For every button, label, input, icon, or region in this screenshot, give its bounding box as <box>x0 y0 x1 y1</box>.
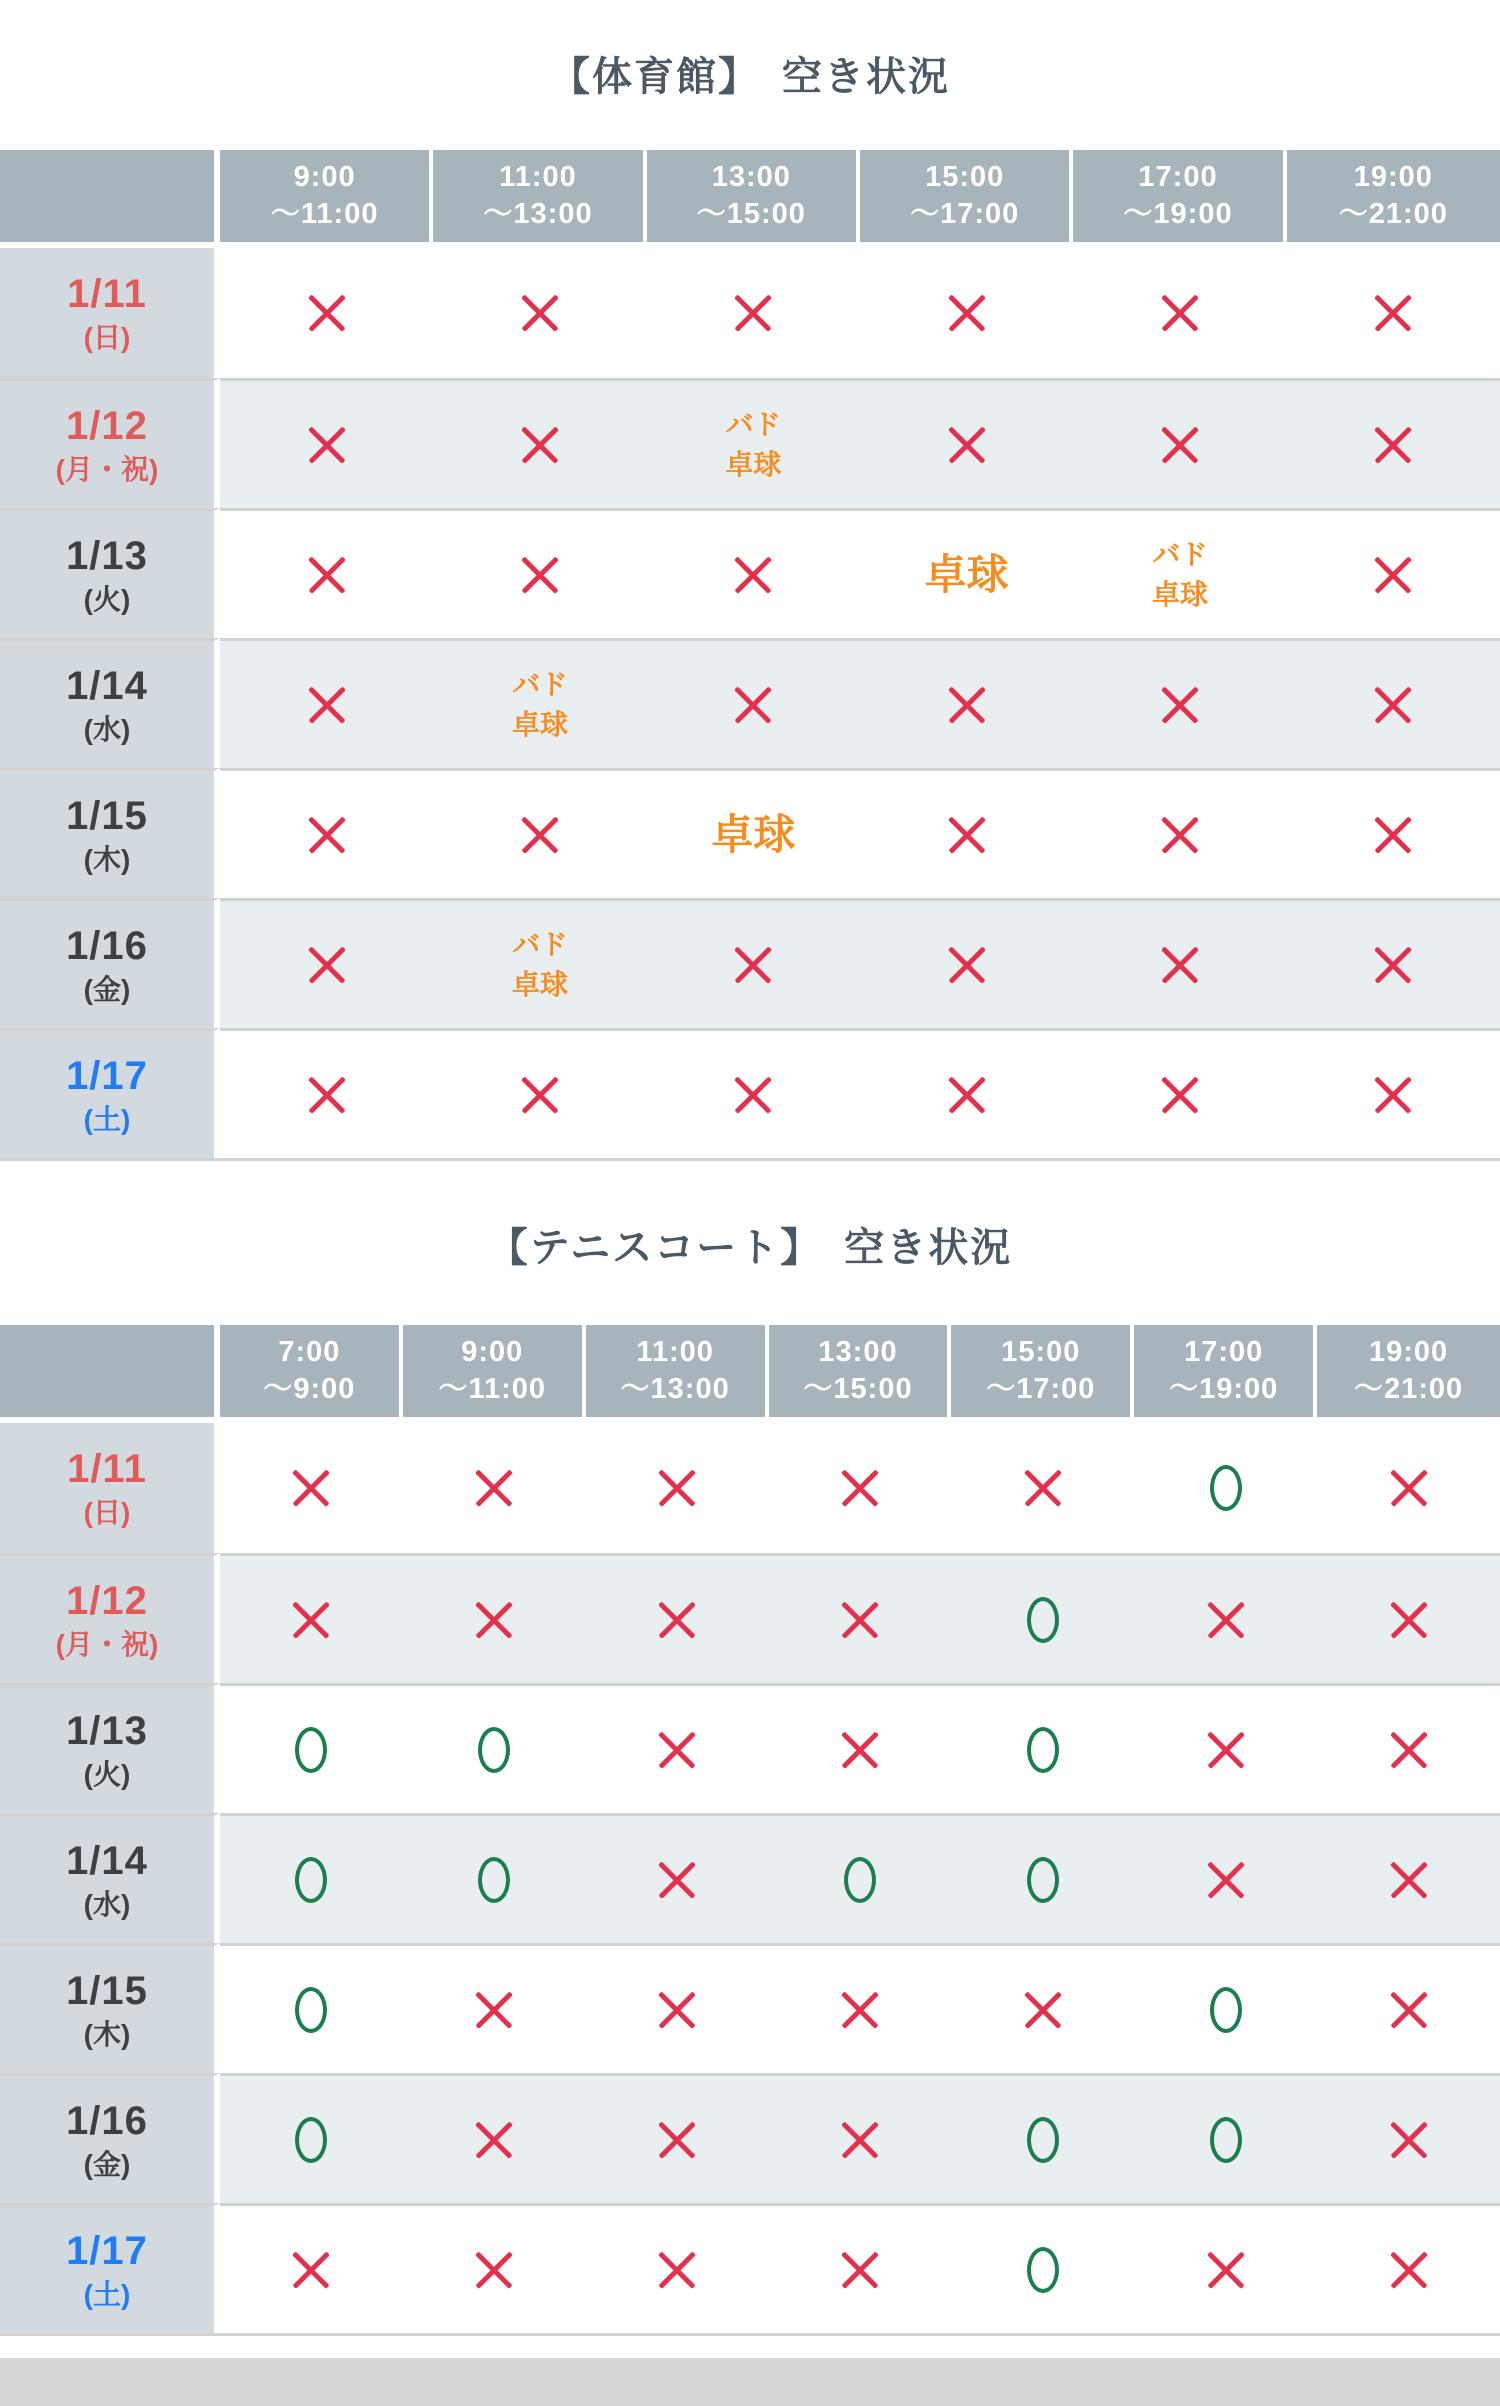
availability-cell <box>220 2203 403 2333</box>
event-label-line: 卓球 <box>711 810 796 858</box>
date-label: 1/12 <box>66 1578 148 1623</box>
unavailable-x-icon <box>309 947 345 983</box>
gym-time-header-cell <box>433 150 646 248</box>
unavailable-x-icon <box>293 2252 329 2288</box>
availability-cell <box>1073 1028 1286 1158</box>
unavailable-x-icon <box>842 1602 878 1638</box>
time-slot-end: ～9:00 <box>263 1373 356 1405</box>
unavailable-x-icon <box>293 1470 329 1506</box>
unavailable-x-icon <box>842 2252 878 2288</box>
date-label: 1/16 <box>66 923 148 968</box>
gym-table-title: 【体育館】 空き状況 <box>550 55 950 99</box>
availability-cell <box>1287 1028 1500 1158</box>
time-slot-start: 15:00 <box>1001 1336 1081 1368</box>
weekday-label: (月・祝) <box>55 453 159 485</box>
availability-cell <box>220 768 433 898</box>
unavailable-x-icon <box>1375 427 1411 463</box>
availability-cell <box>403 2073 586 2203</box>
time-slot-start: 13:00 <box>818 1336 898 1368</box>
unavailable-x-icon <box>659 2122 695 2158</box>
availability-cell <box>220 1423 403 1553</box>
availability-cell <box>1073 508 1286 638</box>
unavailable-x-icon <box>293 1602 329 1638</box>
unavailable-x-icon <box>1391 1732 1427 1768</box>
availability-cell <box>769 1813 952 1943</box>
date-row-label <box>0 2073 220 2203</box>
unavailable-x-icon <box>1391 2252 1427 2288</box>
unavailable-x-icon <box>1391 1992 1427 2028</box>
unavailable-x-icon <box>735 1077 771 1113</box>
time-slot-start: 9:00 <box>293 161 356 193</box>
date-label: 1/11 <box>67 272 147 316</box>
availability-cell <box>1317 2073 1500 2203</box>
time-slot-end: ～11:00 <box>438 1373 547 1405</box>
unavailable-x-icon <box>309 687 345 723</box>
available-circle-icon <box>295 1727 327 1773</box>
gym-availability-table <box>0 150 1500 1158</box>
event-label-line: バド <box>725 408 782 440</box>
time-slot-start: 19:00 <box>1368 1336 1449 1368</box>
gym-time-header-cell <box>860 150 1073 248</box>
weekday-label: (金) <box>83 973 131 1005</box>
availability-cell <box>403 1943 586 2073</box>
time-slot-end: ～11:00 <box>270 198 379 230</box>
availability-cell <box>1134 1553 1317 1683</box>
event-label <box>512 665 568 745</box>
time-slot-start: 7:00 <box>278 1336 341 1368</box>
event-label <box>512 925 568 1005</box>
availability-cell <box>951 2073 1134 2203</box>
tennis-time-header-cell <box>220 1325 403 1423</box>
availability-cell <box>586 1423 769 1553</box>
unavailable-x-icon <box>659 1470 695 1506</box>
unavailable-x-icon <box>1391 1470 1427 1506</box>
availability-cell <box>860 768 1073 898</box>
unavailable-x-icon <box>1208 1862 1244 1898</box>
availability-cell <box>1134 1423 1317 1553</box>
weekday-label: (月・祝) <box>55 1628 159 1660</box>
availability-cell <box>220 1028 433 1158</box>
unavailable-x-icon <box>949 947 985 983</box>
unavailable-x-icon <box>949 1077 985 1113</box>
tennis-time-header-cell <box>951 1325 1134 1423</box>
date-row-label <box>0 768 220 898</box>
tennis-availability-section <box>0 1161 1500 2336</box>
unavailable-x-icon <box>1375 1077 1411 1113</box>
date-row-label <box>0 508 220 638</box>
unavailable-x-icon <box>659 2252 695 2288</box>
unavailable-x-icon <box>476 1470 512 1506</box>
gym-time-header-cell <box>647 150 860 248</box>
time-slot-end: ～21:00 <box>1353 1373 1464 1405</box>
availability-cell <box>647 508 860 638</box>
unavailable-x-icon <box>842 1470 878 1506</box>
gym-time-header-cell <box>1073 150 1286 248</box>
availability-cell <box>220 1943 403 2073</box>
date-row-label <box>0 1423 220 1553</box>
event-label-line: バド <box>512 928 568 960</box>
unavailable-x-icon <box>522 557 558 593</box>
availability-cell <box>860 248 1073 378</box>
unavailable-x-icon <box>1391 1862 1427 1898</box>
time-slot-end: ～13:00 <box>620 1373 730 1405</box>
unavailable-x-icon <box>1162 295 1198 331</box>
availability-cell <box>403 1553 586 1683</box>
availability-cell <box>769 1423 952 1553</box>
availability-cell <box>220 898 433 1028</box>
availability-cell <box>433 508 646 638</box>
unavailable-x-icon <box>735 687 771 723</box>
availability-cell <box>1287 508 1500 638</box>
availability-cell <box>586 1683 769 1813</box>
weekday-label: (水) <box>83 713 131 745</box>
availability-cell <box>403 1423 586 1553</box>
unavailable-x-icon <box>309 817 345 853</box>
tennis-time-header-cell <box>586 1325 769 1423</box>
weekday-label: (火) <box>83 1758 131 1790</box>
availability-cell <box>769 2203 952 2333</box>
availability-cell <box>586 1813 769 1943</box>
time-slot-end: ～15:00 <box>696 198 806 230</box>
unavailable-x-icon <box>476 2252 512 2288</box>
unavailable-x-icon <box>522 295 558 331</box>
availability-cell <box>1287 378 1500 508</box>
availability-cell <box>1317 1683 1500 1813</box>
availability-cell <box>1287 768 1500 898</box>
available-circle-icon <box>1027 1597 1059 1643</box>
unavailable-x-icon <box>1025 1470 1061 1506</box>
available-circle-icon <box>478 1727 510 1773</box>
time-slot-start: 15:00 <box>925 161 1005 193</box>
availability-cell <box>1134 1943 1317 2073</box>
date-label: 1/17 <box>66 2228 148 2273</box>
availability-cell <box>1317 1943 1500 2073</box>
event-label <box>711 811 795 859</box>
time-slot-start: 11:00 <box>499 161 577 193</box>
gym-table-frame <box>0 150 1500 1161</box>
available-circle-icon <box>1210 1987 1242 2033</box>
date-row-label <box>0 898 220 1028</box>
availability-cell <box>860 508 1073 638</box>
footer-band <box>0 2358 1500 2406</box>
weekday-label: (火) <box>83 583 131 615</box>
availability-cell <box>433 898 646 1028</box>
availability-cell <box>1134 1813 1317 1943</box>
unavailable-x-icon <box>476 1602 512 1638</box>
unavailable-x-icon <box>949 427 985 463</box>
availability-cell <box>951 1943 1134 2073</box>
time-slot-start: 19:00 <box>1353 161 1433 193</box>
tennis-table-title: 【テニスコート】 空き状況 <box>487 1226 1013 1270</box>
availability-cell <box>769 1553 952 1683</box>
unavailable-x-icon <box>309 295 345 331</box>
unavailable-x-icon <box>1162 687 1198 723</box>
availability-cell <box>1134 2203 1317 2333</box>
unavailable-x-icon <box>1162 947 1198 983</box>
availability-cell <box>403 2203 586 2333</box>
availability-cell <box>220 1553 403 1683</box>
tennis-header-corner-cell <box>0 1325 220 1423</box>
tennis-time-header-cell <box>1317 1325 1500 1423</box>
unavailable-x-icon <box>735 295 771 331</box>
availability-cell <box>1073 768 1286 898</box>
unavailable-x-icon <box>476 1992 512 2028</box>
availability-cell <box>951 1423 1134 1553</box>
availability-cell <box>220 1813 403 1943</box>
unavailable-x-icon <box>1208 2252 1244 2288</box>
available-circle-icon <box>1027 2117 1059 2163</box>
date-row-label <box>0 378 220 508</box>
event-label-line: 卓球 <box>511 968 568 1000</box>
unavailable-x-icon <box>735 557 771 593</box>
unavailable-x-icon <box>1375 687 1411 723</box>
weekday-label: (水) <box>83 1888 131 1920</box>
event-label-line: バド <box>512 668 568 700</box>
date-row-label <box>0 638 220 768</box>
weekday-label: (日) <box>83 322 131 353</box>
available-circle-icon <box>1027 1857 1059 1903</box>
unavailable-x-icon <box>309 427 345 463</box>
unavailable-x-icon <box>1375 947 1411 983</box>
availability-cell <box>433 378 646 508</box>
unavailable-x-icon <box>1162 1077 1198 1113</box>
date-label: 1/14 <box>66 1838 148 1883</box>
unavailable-x-icon <box>309 1077 345 1113</box>
date-label: 1/13 <box>66 1708 148 1753</box>
unavailable-x-icon <box>1208 1732 1244 1768</box>
availability-cell <box>647 378 860 508</box>
available-circle-icon <box>1210 2117 1242 2163</box>
unavailable-x-icon <box>842 1732 878 1768</box>
availability-cell <box>647 248 860 378</box>
unavailable-x-icon <box>1391 1602 1427 1638</box>
availability-cell <box>220 638 433 768</box>
unavailable-x-icon <box>522 1077 558 1113</box>
available-circle-icon <box>844 1857 876 1903</box>
availability-cell <box>403 1813 586 1943</box>
date-row-label <box>0 2203 220 2333</box>
unavailable-x-icon <box>1162 427 1198 463</box>
unavailable-x-icon <box>1375 817 1411 853</box>
availability-cell <box>1317 1813 1500 1943</box>
availability-cell <box>403 1683 586 1813</box>
date-label: 1/12 <box>66 403 148 448</box>
gym-availability-section <box>0 0 1500 1161</box>
weekday-label: (土) <box>83 1103 131 1135</box>
unavailable-x-icon <box>949 295 985 331</box>
availability-cell <box>1073 638 1286 768</box>
availability-cell <box>220 248 433 378</box>
date-row-label <box>0 1813 220 1943</box>
available-circle-icon <box>295 1857 327 1903</box>
date-label: 1/17 <box>66 1053 148 1098</box>
unavailable-x-icon <box>1391 2122 1427 2158</box>
availability-cell <box>647 768 860 898</box>
availability-cell <box>769 1683 952 1813</box>
availability-cell <box>433 248 646 378</box>
time-slot-start: 17:00 <box>1184 1336 1264 1368</box>
date-row-label <box>0 1683 220 1813</box>
available-circle-icon <box>295 1987 327 2033</box>
availability-cell <box>433 1028 646 1158</box>
date-label: 1/15 <box>66 793 148 838</box>
date-row-label <box>0 1943 220 2073</box>
weekday-label: (日) <box>83 1497 131 1528</box>
unavailable-x-icon <box>1375 557 1411 593</box>
date-row-label <box>0 1553 220 1683</box>
unavailable-x-icon <box>1162 817 1198 853</box>
availability-cell <box>220 378 433 508</box>
availability-cell <box>769 2073 952 2203</box>
availability-cell <box>1287 898 1500 1028</box>
availability-cell <box>220 508 433 638</box>
date-label: 1/13 <box>66 533 148 578</box>
gym-time-header-cell <box>220 150 433 248</box>
availability-cell <box>1317 1423 1500 1553</box>
available-circle-icon <box>1027 2247 1059 2293</box>
time-slot-end: ～19:00 <box>1123 198 1233 230</box>
availability-cell <box>951 2203 1134 2333</box>
availability-cell <box>860 638 1073 768</box>
availability-cell <box>951 1683 1134 1813</box>
unavailable-x-icon <box>1375 295 1411 331</box>
availability-cell <box>860 378 1073 508</box>
availability-cell <box>220 1683 403 1813</box>
availability-cell <box>1134 2073 1317 2203</box>
date-label: 1/11 <box>67 1447 147 1491</box>
availability-cell <box>1073 898 1286 1028</box>
date-label: 1/14 <box>66 663 148 708</box>
availability-cell <box>1073 248 1286 378</box>
event-label-line: 卓球 <box>511 708 568 740</box>
tennis-time-header-cell <box>1134 1325 1317 1423</box>
availability-cell <box>951 1553 1134 1683</box>
available-circle-icon <box>1210 1465 1242 1511</box>
availability-cell <box>647 638 860 768</box>
availability-cell <box>433 638 646 768</box>
availability-cell <box>1317 1553 1500 1683</box>
tennis-table-frame <box>0 1325 1500 2336</box>
weekday-label: (木) <box>83 2018 131 2050</box>
time-slot-start: 11:00 <box>636 1336 714 1368</box>
time-slot-end: ～21:00 <box>1338 198 1448 230</box>
unavailable-x-icon <box>659 1992 695 2028</box>
availability-cell <box>586 2203 769 2333</box>
event-label-line: 卓球 <box>1151 578 1208 610</box>
available-circle-icon <box>1027 1727 1059 1773</box>
unavailable-x-icon <box>1025 1992 1061 2028</box>
gym-time-header-cell <box>1287 150 1500 248</box>
unavailable-x-icon <box>309 557 345 593</box>
event-label <box>1152 535 1208 615</box>
availability-cell <box>586 1553 769 1683</box>
time-slot-end: ～13:00 <box>483 198 593 230</box>
available-circle-icon <box>478 1857 510 1903</box>
availability-cell <box>586 1943 769 2073</box>
availability-cell <box>769 1943 952 2073</box>
availability-cell <box>860 1028 1073 1158</box>
weekday-label: (土) <box>83 2278 131 2310</box>
availability-cell <box>647 1028 860 1158</box>
event-label <box>925 551 1009 599</box>
available-circle-icon <box>295 2117 327 2163</box>
time-slot-end: ～19:00 <box>1169 1373 1279 1405</box>
date-row-label <box>0 248 220 378</box>
time-slot-start: 9:00 <box>461 1336 524 1368</box>
availability-cell <box>1287 638 1500 768</box>
unavailable-x-icon <box>522 427 558 463</box>
unavailable-x-icon <box>476 2122 512 2158</box>
availability-cell <box>860 898 1073 1028</box>
unavailable-x-icon <box>659 1732 695 1768</box>
availability-cell <box>1134 1683 1317 1813</box>
weekday-label: (木) <box>83 843 131 875</box>
availability-cell <box>647 898 860 1028</box>
unavailable-x-icon <box>842 2122 878 2158</box>
unavailable-x-icon <box>949 817 985 853</box>
availability-cell <box>1073 378 1286 508</box>
event-label-line: バド <box>1152 538 1208 570</box>
date-label: 1/16 <box>66 2098 148 2143</box>
time-slot-end: ～15:00 <box>803 1373 913 1405</box>
time-slot-start: 17:00 <box>1138 161 1218 193</box>
gym-header-corner-cell <box>0 150 220 248</box>
event-label <box>725 405 781 485</box>
tennis-time-header-cell <box>403 1325 586 1423</box>
time-slot-end: ～17:00 <box>910 198 1020 230</box>
availability-cell <box>1317 2203 1500 2333</box>
availability-cell <box>1287 248 1500 378</box>
date-label: 1/15 <box>66 1968 148 2013</box>
tennis-time-header-cell <box>769 1325 952 1423</box>
unavailable-x-icon <box>659 1602 695 1638</box>
unavailable-x-icon <box>659 1862 695 1898</box>
time-slot-end: ～17:00 <box>986 1373 1096 1405</box>
unavailable-x-icon <box>842 1992 878 2028</box>
availability-cell <box>586 2073 769 2203</box>
event-label-line: 卓球 <box>725 448 782 480</box>
availability-cell <box>433 768 646 898</box>
unavailable-x-icon <box>1208 1602 1244 1638</box>
availability-cell <box>220 2073 403 2203</box>
weekday-label: (金) <box>83 2148 131 2180</box>
unavailable-x-icon <box>949 687 985 723</box>
unavailable-x-icon <box>735 947 771 983</box>
unavailable-x-icon <box>522 817 558 853</box>
availability-cell <box>951 1813 1134 1943</box>
time-slot-start: 13:00 <box>711 161 791 193</box>
tennis-availability-table <box>0 1325 1500 2333</box>
event-label-line: 卓球 <box>924 550 1009 598</box>
date-row-label <box>0 1028 220 1158</box>
